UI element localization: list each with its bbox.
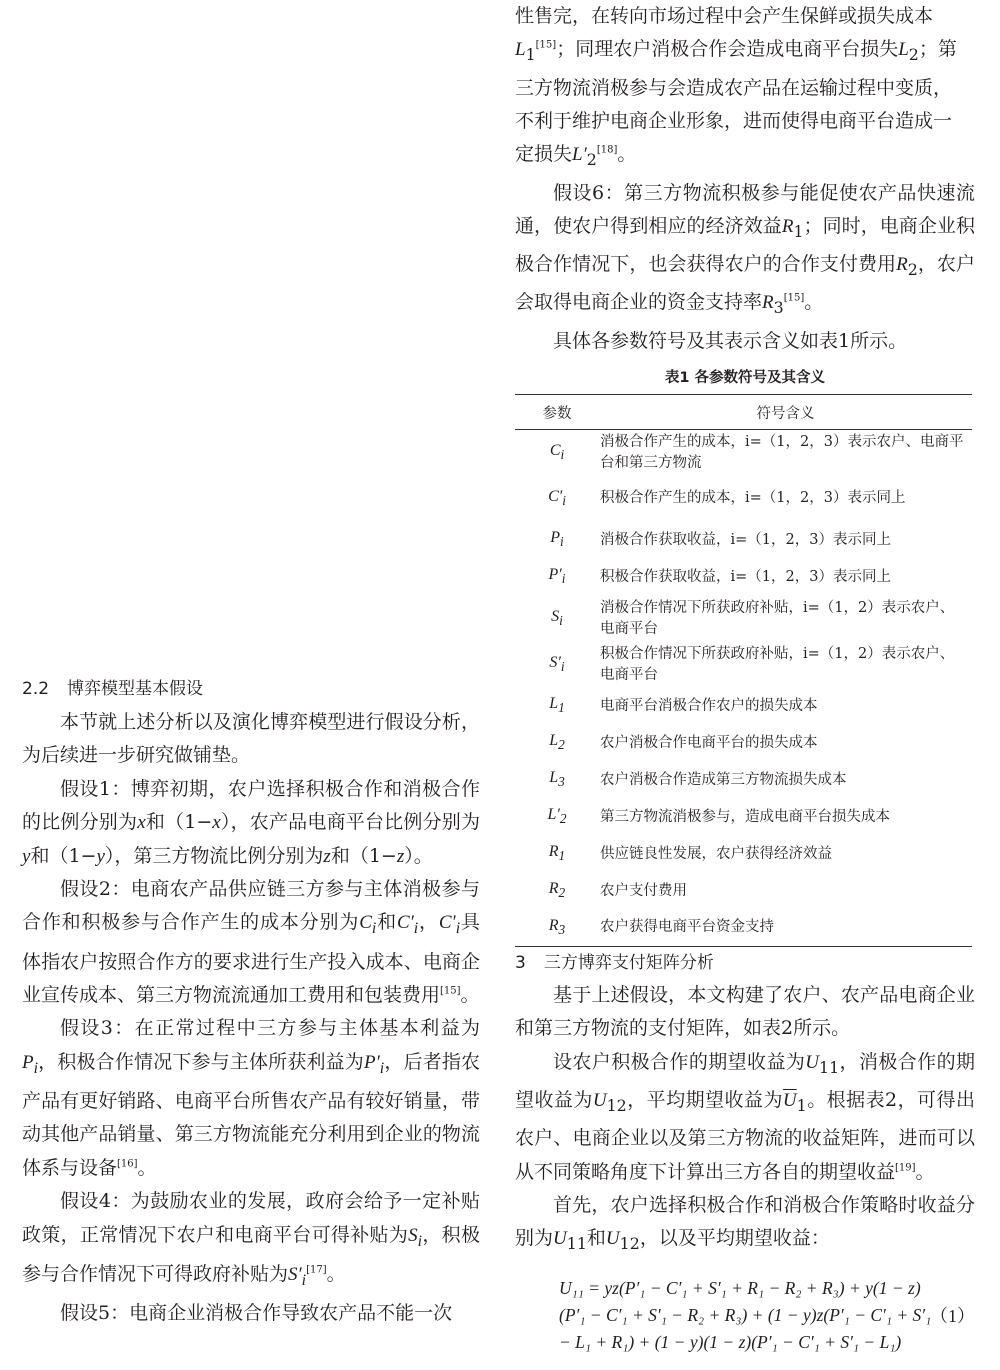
symbol-x: x [212,812,221,834]
subscript: 3 [773,298,784,318]
paragraph-continued [515,0,975,177]
subscript: 2 [586,150,597,170]
symbol-sub: i [559,613,563,629]
symbol-sub: i [560,534,564,550]
symbol-main: C [549,442,561,460]
equation-line: − L₁ + R₁) + (1 − y)(1 − z)(P′₁ − C′₁ + S′₁ − L₁) [559,1331,902,1352]
param-meaning: 第三方物流消极参与，造成电商平台损失成本 [600,808,890,825]
param-symbol [515,910,599,947]
symbol-main: P [550,529,561,547]
symbol-R3: R [762,292,774,314]
symbol-Si-prime: $S'_i$ [288,1263,307,1289]
text-run: 首先，农户选择积极合作和消极合作策略时收益分别为 [515,1194,975,1250]
symbol-y: y [96,845,105,867]
symbol-U12: U [605,1228,620,1250]
param-meaning: 农户消极合作电商平台的损失成本 [600,734,818,751]
text-run: 三方物流消极参与会造成农产品在运输过程中变质， [515,76,953,99]
text-run: 。 [804,291,824,314]
equation-line: U₁₁ = yz(P′₁ − C′₁ + S′₁ + R₁ − R₂ + R₃) + y(1 − z) [559,1277,921,1298]
citation: [19] [895,1162,916,1174]
text-run: 。 [617,143,637,166]
table-intro: 具体各参数符号及其表示含义如表1所示。 [553,329,908,352]
subscript: 11 [566,1234,587,1254]
citation: [15] [535,40,557,52]
section-title: 博弈模型基本假设 [67,679,204,699]
symbol-main: L [549,732,559,750]
text-run: 具体指农户按照合作方的要求进行生产投入成本、电商企业宣传成本、第三方物流流通加工费用和包装费用 [22,911,480,1007]
symbol-Pi: $P_i$ [22,1051,39,1077]
symbol-sub: 2 [558,885,566,901]
param-meaning: 农户获得电商平台资金支持 [599,910,972,947]
param-symbol [515,799,599,836]
symbol-Pi-prime: $P'_i$ [363,1051,385,1077]
citation: [15] [440,985,461,997]
section-3-heading [515,951,975,975]
text-run: 和（1− [145,811,213,834]
param-meaning: 农户消极合作造成第三方物流损失成本 [600,771,847,788]
text-run: 。根据表2，可得出农户、电商企业以及第三方物流的收益矩阵，进而可以从不同策略角度下计算出三方各自的期望收益 [515,1089,975,1183]
text-run: 假设6：第三方物流积极参与能促使农产品快速流通，使农户得到相应的经济效益 [515,181,975,238]
table-row [515,430,972,476]
symbol-main: S [551,607,560,625]
equation-number: （1） [930,1305,975,1326]
text-run: ， [418,911,439,934]
table-row [515,522,972,559]
symbol-sub: i [561,571,566,587]
symbol-main: R [548,917,559,935]
subscript: 1 [525,45,536,65]
symbol-x: x [137,812,146,834]
table-row [515,799,972,836]
param-meaning: 消极合作情况下所获政府补贴，i=（1，2）表示农户、电商平台 [600,599,955,637]
right-column [515,0,975,1356]
equation-1 [559,1275,975,1356]
header-meaning: 符号含义 [599,395,972,430]
text-run: 和（1− [30,844,97,867]
assumption-1 [22,773,480,873]
section-title: 三方博弈支付矩阵分析 [543,953,714,974]
section-3-paragraph-3 [515,1189,975,1261]
assumption-5: 假设5：电商企业消极合作导致农产品不能一次 [60,1302,453,1325]
table-row [515,725,972,762]
text-run: ），第三方物流比例分别为 [104,844,324,867]
param-meaning: 积极合作产生的成本，i=（1，2，3）表示同上 [600,490,906,507]
symbol-main: L [549,695,559,713]
subscript: 1 [793,221,804,241]
param-meaning: 消极合作获取收益，i=（1，2，3）表示同上 [600,531,891,548]
symbol-main: L [549,769,559,787]
symbol-Ci-prime: $C'_i$ [438,912,461,938]
table-row [515,476,972,522]
subscript: 2 [907,260,918,280]
left-column [22,676,480,1331]
text-run: 假设3：在正常过程中三方参与主体基本利益为 [60,1017,480,1040]
table-row [515,559,972,596]
param-symbol [515,762,599,799]
symbol-sub: 3 [558,922,566,938]
table-row [515,762,972,799]
symbol-sub: i [560,447,565,463]
text-run: 不利于维护电商企业形象，进而使得电商平台造成一 [515,110,953,133]
symbol-L1: L [515,39,526,61]
symbol-sub: i [560,659,565,675]
parameter-table [515,394,972,947]
param-symbol [515,873,599,910]
symbol-sub: 1 [558,700,565,716]
text-run: ），农产品电商平台比例分别为 [220,811,480,834]
symbol-sub: i [562,493,566,509]
symbol-sub: 2 [559,811,567,827]
table-header-row [515,395,972,430]
symbol-L2-prime: L′ [572,144,587,166]
text-run: 和 [376,911,397,934]
table-row [515,910,972,947]
text-run: ，积极参与合作情况下可得政府补贴为 [22,1223,480,1285]
text-run: 和 [586,1227,606,1250]
param-symbol [515,725,599,762]
section-3-paragraph-2 [515,1046,975,1189]
subscript: 2 [908,45,919,65]
text-run: ）。 [404,844,433,867]
symbol-main: R [548,843,559,861]
param-symbol [515,430,599,476]
header-param: 参数 [515,395,599,430]
symbol-main: R [548,880,559,898]
text-run: ；同时，电商企业积极合作情况下，也会获得农户的合作支付费用 [515,215,975,276]
text-run: ，消极合作的期望收益为 [515,1050,975,1112]
subscript: 12 [619,1234,640,1254]
symbol-y: y [22,845,31,867]
assumption-4 [22,1185,480,1297]
symbol-R2: R [896,254,908,276]
param-meaning: 农户支付费用 [600,882,687,899]
section-3-paragraph-1: 基于上述假设，本文构建了农户、农产品电商企业和第三方物流的支付矩阵，如表2所示。 [515,984,975,1040]
symbol-R1: R [781,216,794,238]
symbol-U11: U [805,1051,819,1073]
symbol-z: z [323,845,331,867]
param-symbol [515,688,599,725]
symbol-main: C′ [548,487,563,505]
text-run: ，平均期望收益为 [626,1089,783,1112]
table-row [515,688,972,725]
text-run: ；第 [918,38,957,61]
text-run: ；同理农户消极合作会造成电商平台损失 [556,38,899,61]
text-run: 性售完，在转向市场过程中会产生保鲜或损失成本 [515,5,934,27]
citation: [18] [596,145,618,157]
param-symbol [515,596,599,642]
text-run: 。 [460,984,480,1007]
text-run: 。 [137,1156,157,1179]
symbol-main: P′ [548,566,562,584]
table-row [515,596,972,642]
table-caption: 表1 各参数符号及其含义 [664,370,826,387]
text-run: ，积极合作情况下参与主体所获利益为 [38,1050,364,1073]
symbol-Ci: $C_i$ [359,912,377,938]
citation: [15] [783,293,805,305]
symbol-sub: 3 [558,774,565,790]
symbol-L2: L [898,39,909,61]
assumption-3 [22,1012,480,1185]
param-symbol [515,836,599,873]
symbol-sub: 2 [558,737,565,753]
section-number: 2.2 [22,679,50,699]
symbol-U11: U [553,1228,567,1250]
symbol-Si: $S_i$ [408,1224,423,1250]
section-2-2-heading [22,676,480,702]
subscript: 12 [606,1095,627,1115]
text-run: 。 [326,1262,346,1285]
text-run: ，以及平均期望收益： [639,1227,830,1250]
text-run: ，后者指农产品有更好销路、电商平台所售农产品有较好销量，带动其他产品销量、第三方物流能充分利用到企业的物流体系与设备 [22,1050,480,1179]
param-meaning: 积极合作情况下所获政府补贴，i=（1，2）表示农户、电商平台 [600,645,955,683]
text-run: 假设2：电商农产品供应链三方参与主体消极参与合作和积极参与合作产生的成本分别为 [22,878,480,934]
table-row [515,642,972,688]
symbol-Ci-prime: $C'_i$ [396,912,419,938]
param-meaning: 供应链良性发展，农户获得经济效益 [600,845,832,862]
symbol-z: z [396,845,405,867]
text-run: 假设1：博弈初期，农户选择积极合作和消极合作的比例分别为 [22,777,480,834]
param-meaning: 电商平台消极合作农户的损失成本 [600,697,818,714]
citation: [16] [117,1158,138,1170]
symbol-U12: U [592,1090,607,1112]
symbol-main: S′ [549,653,561,671]
param-symbol [515,476,599,522]
table-row [515,873,972,910]
subscript: 11 [819,1057,840,1077]
text-run: 假设4：为鼓励农业的发展，政府会给予一定补贴政策，正常情况下农户和电商平台可得补贴为 [22,1190,480,1246]
symbol-main: L′ [547,806,560,824]
param-symbol [515,522,599,559]
equation-line: (P′₁ − C′₁ + S′₁ − R₂ + R₃) + (1 − y)z(P′₁ − C′₁ + S′₁ [559,1304,932,1325]
text-run: ，农户会取得电商企业的资金支持率 [515,253,975,314]
text-run: 和（1− [330,844,397,867]
text-run: 定损失 [515,143,573,166]
text-run: 。 [915,1160,935,1183]
param-symbol [515,642,599,688]
subscript: 1 [796,1095,807,1115]
table-row [515,836,972,873]
param-meaning: 消极合作产生的成本，i=（1，2，3）表示农户、电商平台和第三方物流 [600,433,964,471]
text-run: 设农户积极合作的期望收益为 [553,1050,806,1073]
param-symbol [515,559,599,596]
param-meaning: 积极合作获取收益，i=（1，2，3）表示同上 [600,568,891,585]
citation: [17] [306,1264,327,1276]
assumption-2 [22,873,480,1012]
symbol-sub: 1 [558,848,566,864]
section-intro: 本节就上述分析以及演化博弈模型进行假设分析，为后续进一步研究做铺垫。 [22,711,480,767]
symbol-U1-bar: $\overline{U}$ [782,1090,797,1112]
section-number: 3 [515,953,526,974]
assumption-6 [515,177,975,325]
